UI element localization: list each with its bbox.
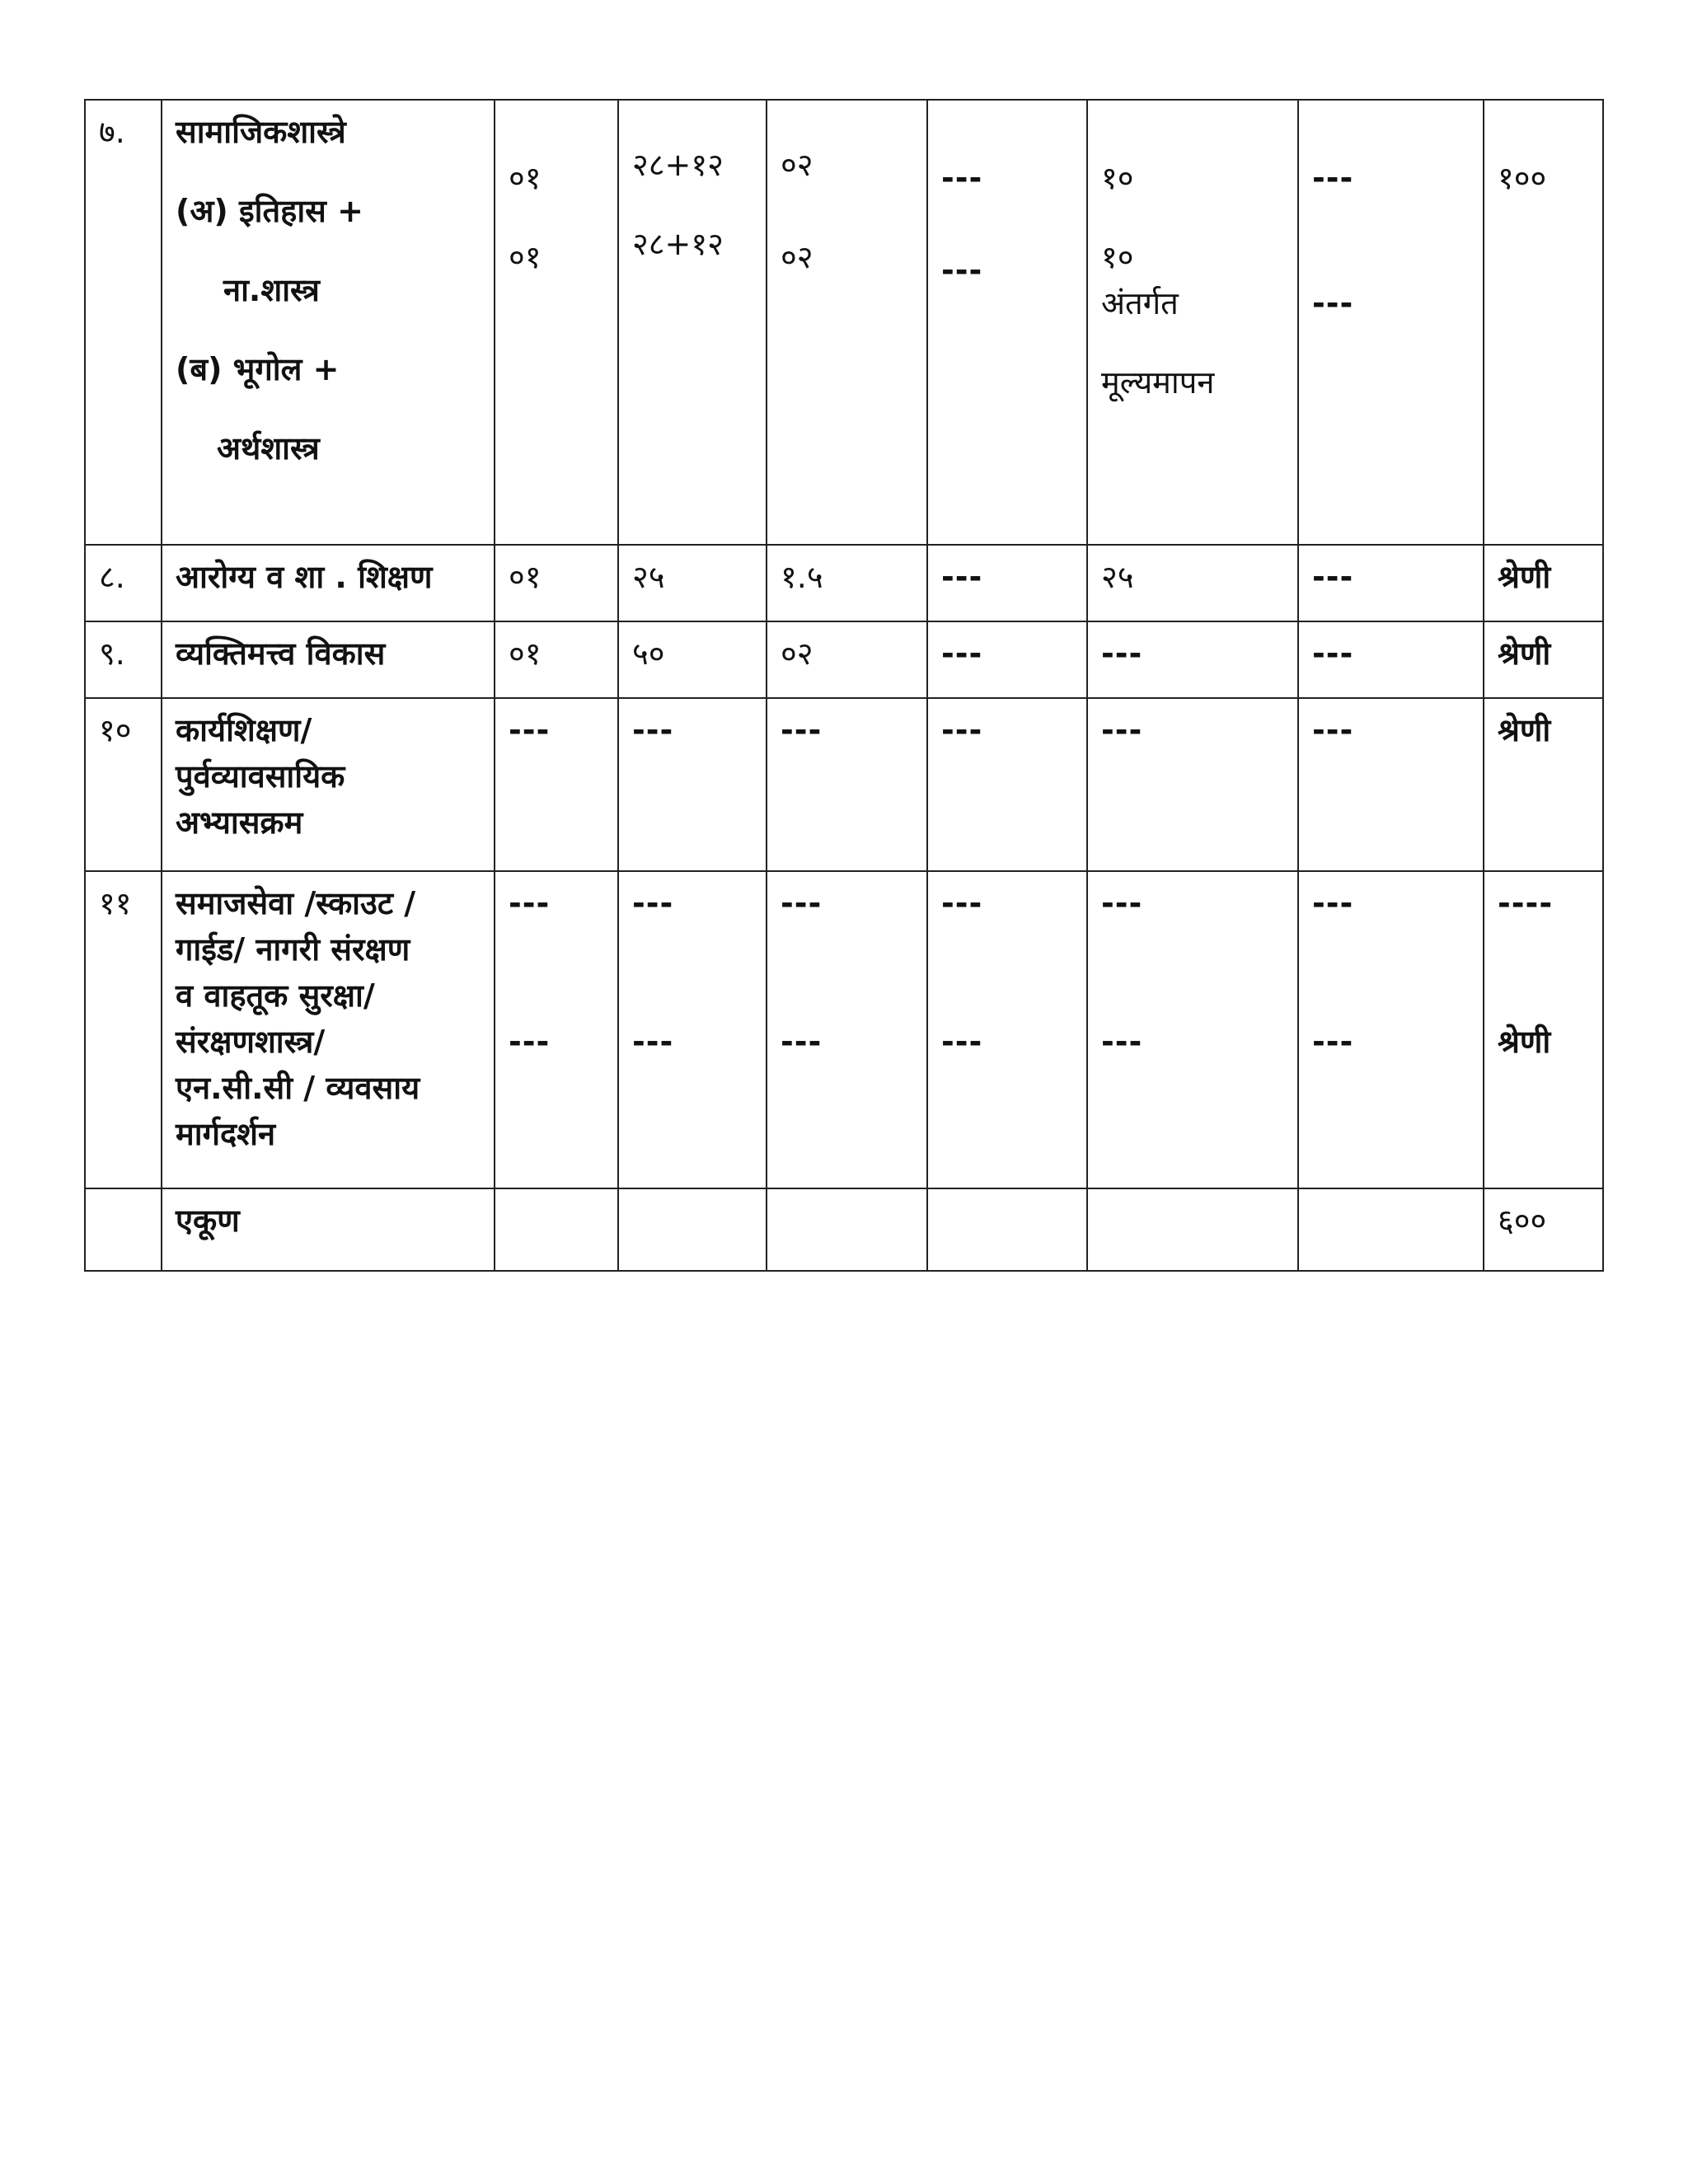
value-cell: --- --- — [1087, 871, 1298, 1188]
subject-line: अर्थशास्त्र — [217, 430, 320, 466]
subject-line: (अ) इतिहास + — [176, 193, 363, 229]
value: --- — [1312, 285, 1354, 321]
value-cell: ०१ — [495, 545, 618, 621]
serial-number-cell: ११ — [85, 871, 162, 1188]
value: १० — [1101, 160, 1134, 196]
value-cell — [927, 1188, 1087, 1271]
value: ०१ — [509, 160, 542, 196]
value-cell — [1298, 1188, 1484, 1271]
table-row — [85, 621, 1603, 698]
value: २८+१२ — [632, 147, 724, 183]
subject-line: (ब) भूगोल + — [176, 351, 340, 387]
value: ०२ — [781, 147, 814, 183]
serial-number-cell: ९. — [85, 621, 162, 698]
value-cell — [767, 100, 927, 545]
value-cell: --- --- — [618, 871, 767, 1188]
value: --- — [941, 160, 983, 196]
table-row — [85, 698, 1603, 871]
total-cell: श्रेणी — [1484, 545, 1603, 621]
value-cell: ०१ — [495, 621, 618, 698]
total-cell: श्रेणी — [1484, 621, 1603, 698]
value: ०२ — [781, 239, 814, 275]
value-cell: --- — [1298, 545, 1484, 621]
value-cell: २५ — [618, 545, 767, 621]
value: अंतर्गत — [1101, 285, 1179, 321]
total-cell — [1484, 100, 1603, 545]
value: २८+१२ — [632, 226, 724, 262]
serial-number-cell: ८. — [85, 545, 162, 621]
value-cell — [618, 1188, 767, 1271]
total-cell: ---- श्रेणी — [1484, 871, 1603, 1188]
value-cell: --- — [618, 698, 767, 871]
value-cell: --- — [1298, 621, 1484, 698]
grand-total-cell — [1484, 1188, 1603, 1271]
value-cell — [495, 1188, 618, 1271]
value: १०० — [1498, 160, 1547, 196]
value-cell: --- --- — [927, 871, 1087, 1188]
value: --- — [1312, 160, 1354, 196]
total-label: एकूण — [176, 1202, 240, 1239]
total-row — [85, 1188, 1603, 1271]
value-cell: --- — [927, 698, 1087, 871]
value-cell — [1087, 100, 1298, 545]
value-cell — [1298, 100, 1484, 545]
subject-cell: व्यक्तिमत्त्व विकास — [162, 621, 495, 698]
subject-cell: समाजसेवा /स्काउट / गाईड/ नागरी संरक्षण व वाहतूक सुरक्षा/ संरक्षणशास्त्र/ एन.सी.सी / व्यवसाय मार्गदर्शन — [162, 871, 495, 1188]
value-cell: --- --- — [767, 871, 927, 1188]
serial-number-cell: ७. — [85, 100, 162, 545]
subject-title: सामाजिकशास्त्रे — [176, 114, 346, 150]
value-cell: ५० — [618, 621, 767, 698]
value: --- — [941, 252, 983, 288]
subject-cell: आरोग्य व शा . शिक्षण — [162, 545, 495, 621]
total-cell: श्रेणी — [1484, 698, 1603, 871]
value-cell: --- — [1298, 698, 1484, 871]
subject-line: ना.शास्त्र — [223, 272, 320, 308]
value-cell: --- — [767, 698, 927, 871]
value-cell — [618, 100, 767, 545]
table-row — [85, 545, 1603, 621]
subject-cell — [162, 100, 495, 545]
value: मूल्यमापन — [1101, 364, 1215, 401]
value-cell: २५ — [1087, 545, 1298, 621]
value-cell — [495, 100, 618, 545]
value-cell: --- — [927, 621, 1087, 698]
serial-number-cell — [85, 1188, 162, 1271]
value-cell — [927, 100, 1087, 545]
table-row — [85, 871, 1603, 1188]
value-cell: --- --- — [495, 871, 618, 1188]
value-cell: --- — [495, 698, 618, 871]
value-cell — [1087, 1188, 1298, 1271]
table-row — [85, 100, 1603, 545]
subject-marks-table — [84, 99, 1604, 1272]
subject-cell: कार्यशिक्षण/ पुर्वव्यावसायिक अभ्यासक्रम — [162, 698, 495, 871]
serial-number-cell: १० — [85, 698, 162, 871]
subject-cell — [162, 1188, 495, 1271]
value-cell: १.५ — [767, 545, 927, 621]
value-cell — [767, 1188, 927, 1271]
value-cell: --- — [927, 545, 1087, 621]
value: ०१ — [509, 239, 542, 275]
value-cell: --- — [1087, 698, 1298, 871]
grand-total-value: ६०० — [1498, 1202, 1547, 1239]
value-cell: --- — [1087, 621, 1298, 698]
value: १० — [1101, 239, 1134, 275]
value-cell: --- --- — [1298, 871, 1484, 1188]
value-cell: ०२ — [767, 621, 927, 698]
